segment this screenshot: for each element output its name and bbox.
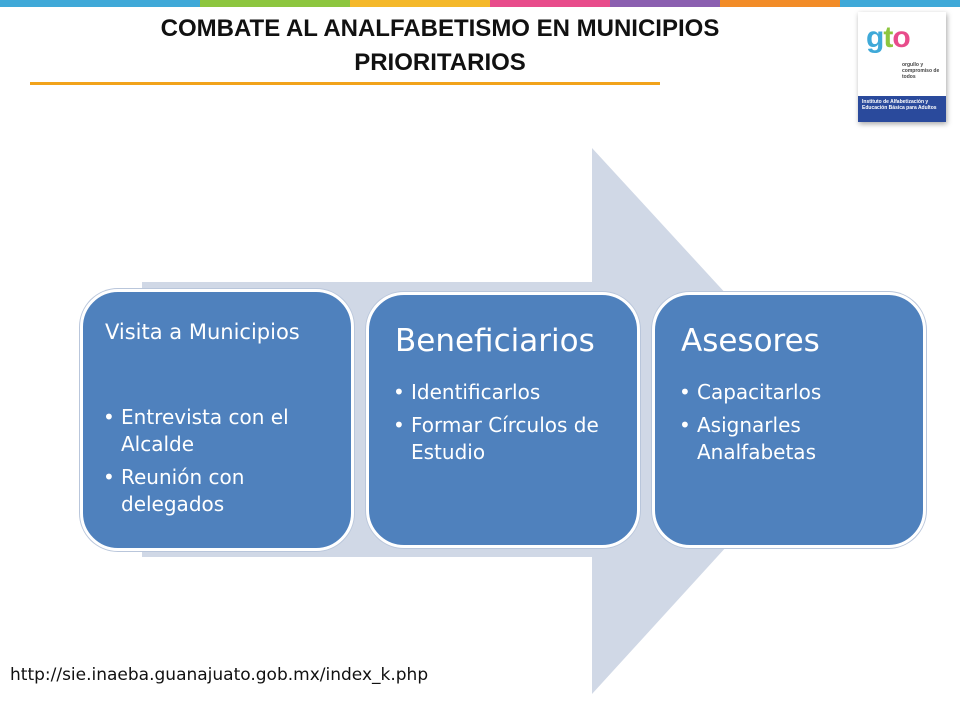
stage-heading: Asesores	[681, 323, 820, 359]
logo-institution-name: Instituto de Alfabetización y Educación Básica para Adultos	[858, 96, 946, 122]
stage-bullet-list	[679, 379, 915, 472]
stage-bullet-item: • Reunión con delegados	[103, 464, 333, 518]
stage-card-beneficiarios	[366, 292, 640, 548]
wordmark-letter-g: g	[866, 21, 884, 54]
stage-bullet-item: • Capacitarlos	[679, 379, 915, 406]
logo-tagline: orgullo y compromiso de todos	[902, 62, 940, 80]
stage-bullet-list	[393, 379, 629, 472]
stage-card-asesores	[652, 292, 926, 548]
slide-title-line-1: COMBATE AL ANALFABETISMO EN MUNICIPIOS	[160, 15, 720, 42]
stage-bullet-item: • Entrevista con el Alcalde	[103, 404, 333, 458]
stage-bullet-item: • Identificarlos	[393, 379, 629, 406]
slide-title-line-2: PRIORITARIOS	[354, 49, 526, 76]
stage-heading: Visita a Municipios	[105, 320, 300, 344]
stage-card-visita-municipios	[80, 289, 354, 551]
stage-bullet-item: • Asignarles Analfabetas	[679, 412, 915, 466]
wordmark-letter-t: t	[883, 21, 893, 54]
source-url-link[interactable]: http://sie.inaeba.guanajuato.gob.mx/index_k.php	[10, 665, 429, 685]
stage-bullet-item: • Formar Círculos de Estudio	[393, 412, 629, 466]
stage-heading: Beneficiarios	[395, 323, 595, 359]
stage-bullet-list	[103, 404, 333, 524]
wordmark-letter-o: o	[892, 21, 910, 54]
